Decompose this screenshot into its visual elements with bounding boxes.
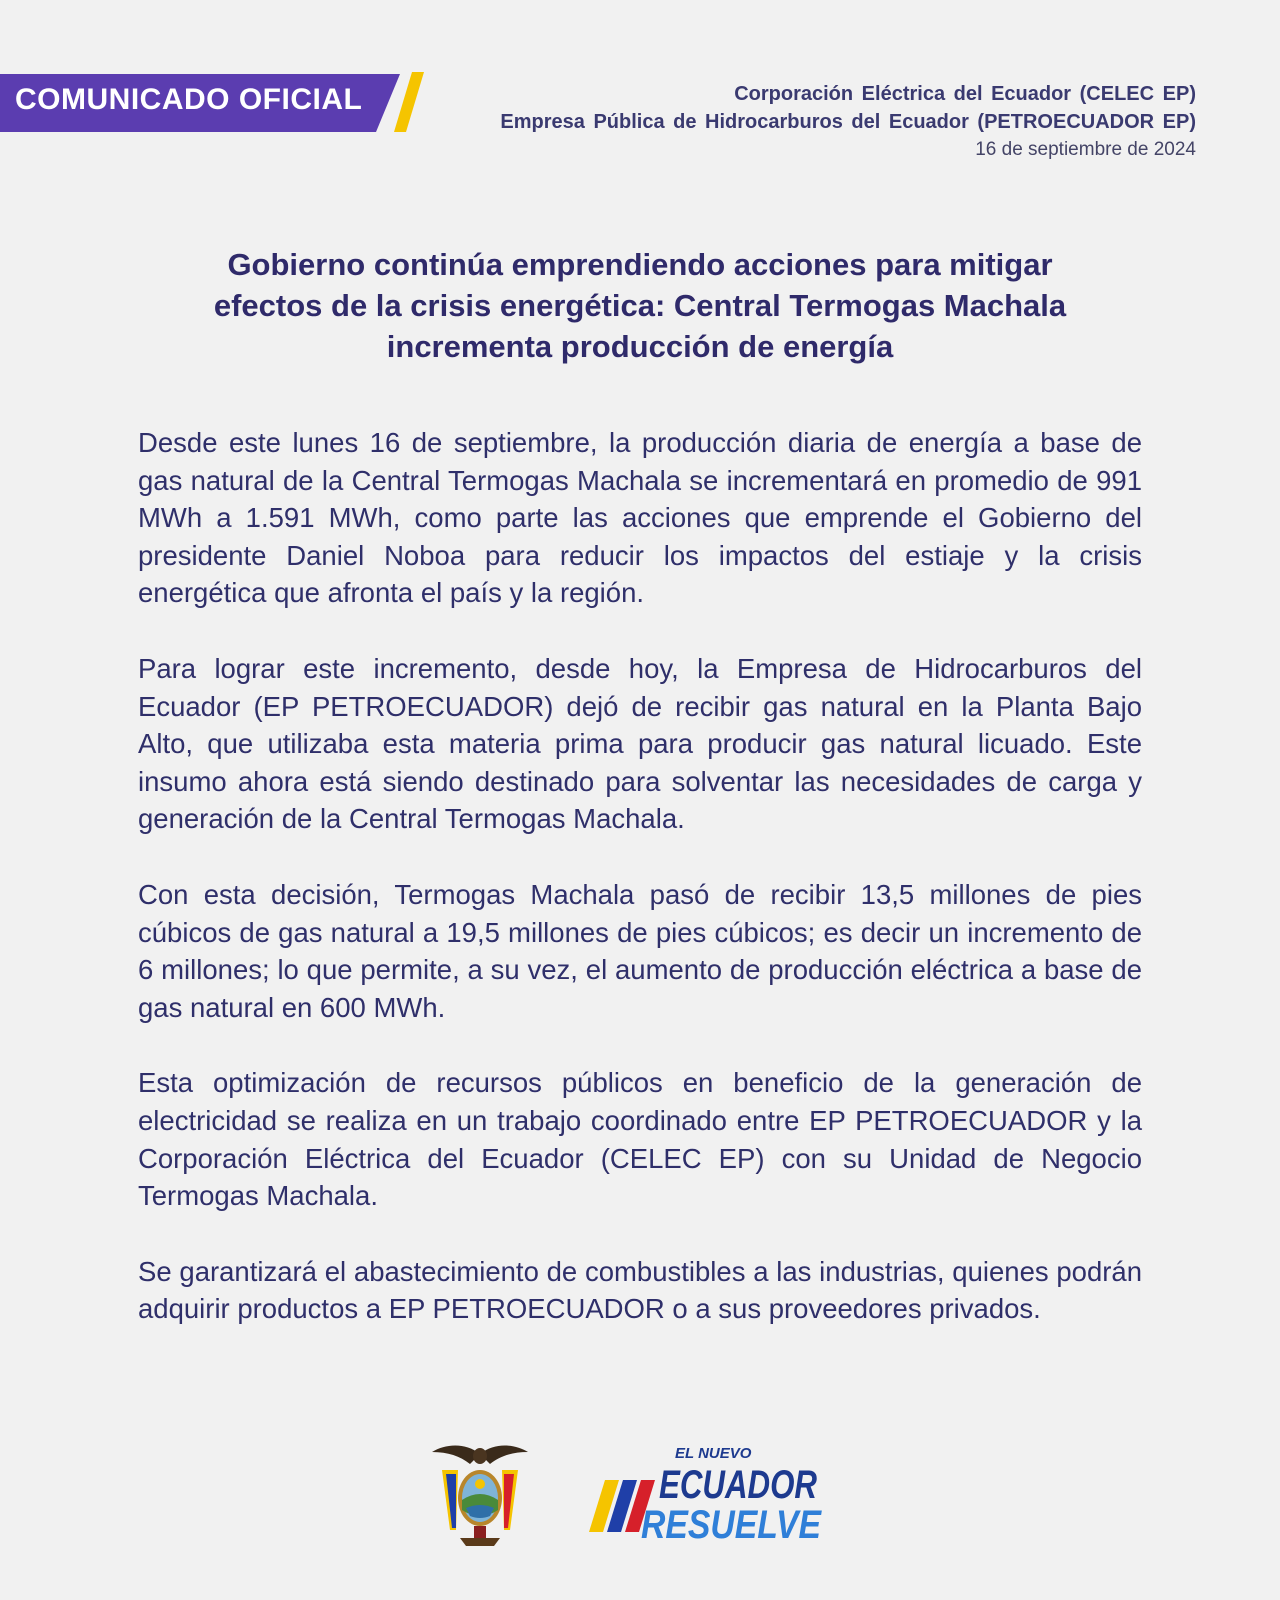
org-petroecuador: Empresa Pública de Hidrocarburos del Ecuador (PETROECUADOR EP)	[500, 111, 1196, 133]
org-celec: Corporación Eléctrica del Ecuador (CELEC EP)	[734, 83, 1196, 105]
header-organizations	[500, 80, 1196, 164]
paragraph-4: Esta optimización de recursos públicos en beneficio de la generación de electricidad se realiza en un trabajo coordinado entre EP PETROECUADOR y la Corporación Eléctrica del Ecuador (CELEC EP) con su Unidad de Negocio Termogas Machala.	[138, 1067, 1142, 1212]
page-title	[140, 244, 1140, 367]
footer-logos	[0, 1440, 1280, 1550]
logo-small-text: EL NUEVO	[675, 1445, 752, 1462]
title-line-3: incrementa producción de energía	[386, 329, 894, 364]
el-nuevo-ecuador-resuelve-logo	[575, 1440, 825, 1550]
logo-sub-text: RESUELVE	[641, 1503, 823, 1547]
banner-accent-stripe	[394, 72, 424, 132]
body-text	[138, 424, 1142, 1366]
title-line-2: efectos de la crisis energética: Central Termogas Machala	[213, 288, 1067, 323]
logo-main-text: ECUADOR	[659, 1463, 818, 1507]
paragraph-5: Se garantizará el abastecimiento de combustibles a las industrias, quienes podrán adquirir productos a EP PETROECUADOR o a sus proveedores privados.	[138, 1255, 1142, 1325]
title-line-1: Gobierno continúa emprendiendo acciones para mitigar	[227, 247, 1053, 282]
paragraph-1: Desde este lunes 16 de septiembre, la producción diaria de energía a base de gas natural de la Central Termogas Machala se incrementará en promedio de 991 MWh a 1.591 MWh, como parte las acciones que emprende el Gobierno del presidente Daniel Noboa para reducir los impactos del estiaje y la crisis energética que afronta el país y la región.	[138, 427, 1142, 609]
banner-label: COMUNICADO OFICIAL	[15, 83, 363, 116]
ecuador-coat-of-arms-icon	[430, 1440, 530, 1548]
paragraph-2: Para lograr este incremento, desde hoy, la Empresa de Hidrocarburos del Ecuador (EP PETROECUADOR) dejó de recibir gas natural en la Planta Bajo Alto, que utilizaba esta materia prima para producir gas natural licuado. Este insumo ahora está siendo destinado para solventar las necesidades de carga y generación de la Central Termogas Machala.	[138, 652, 1142, 835]
paragraph-3: Con esta decisión, Termogas Machala pasó de recibir 13,5 millones de pies cúbicos de gas natural a 19,5 millones de pies cúbicos; es decir un incremento de 6 millones; lo que permite, a su vez, el aumento de producción eléctrica a base de gas natural en 600 MWh.	[138, 878, 1142, 1023]
release-date: 16 de septiembre de 2024	[975, 139, 1196, 160]
